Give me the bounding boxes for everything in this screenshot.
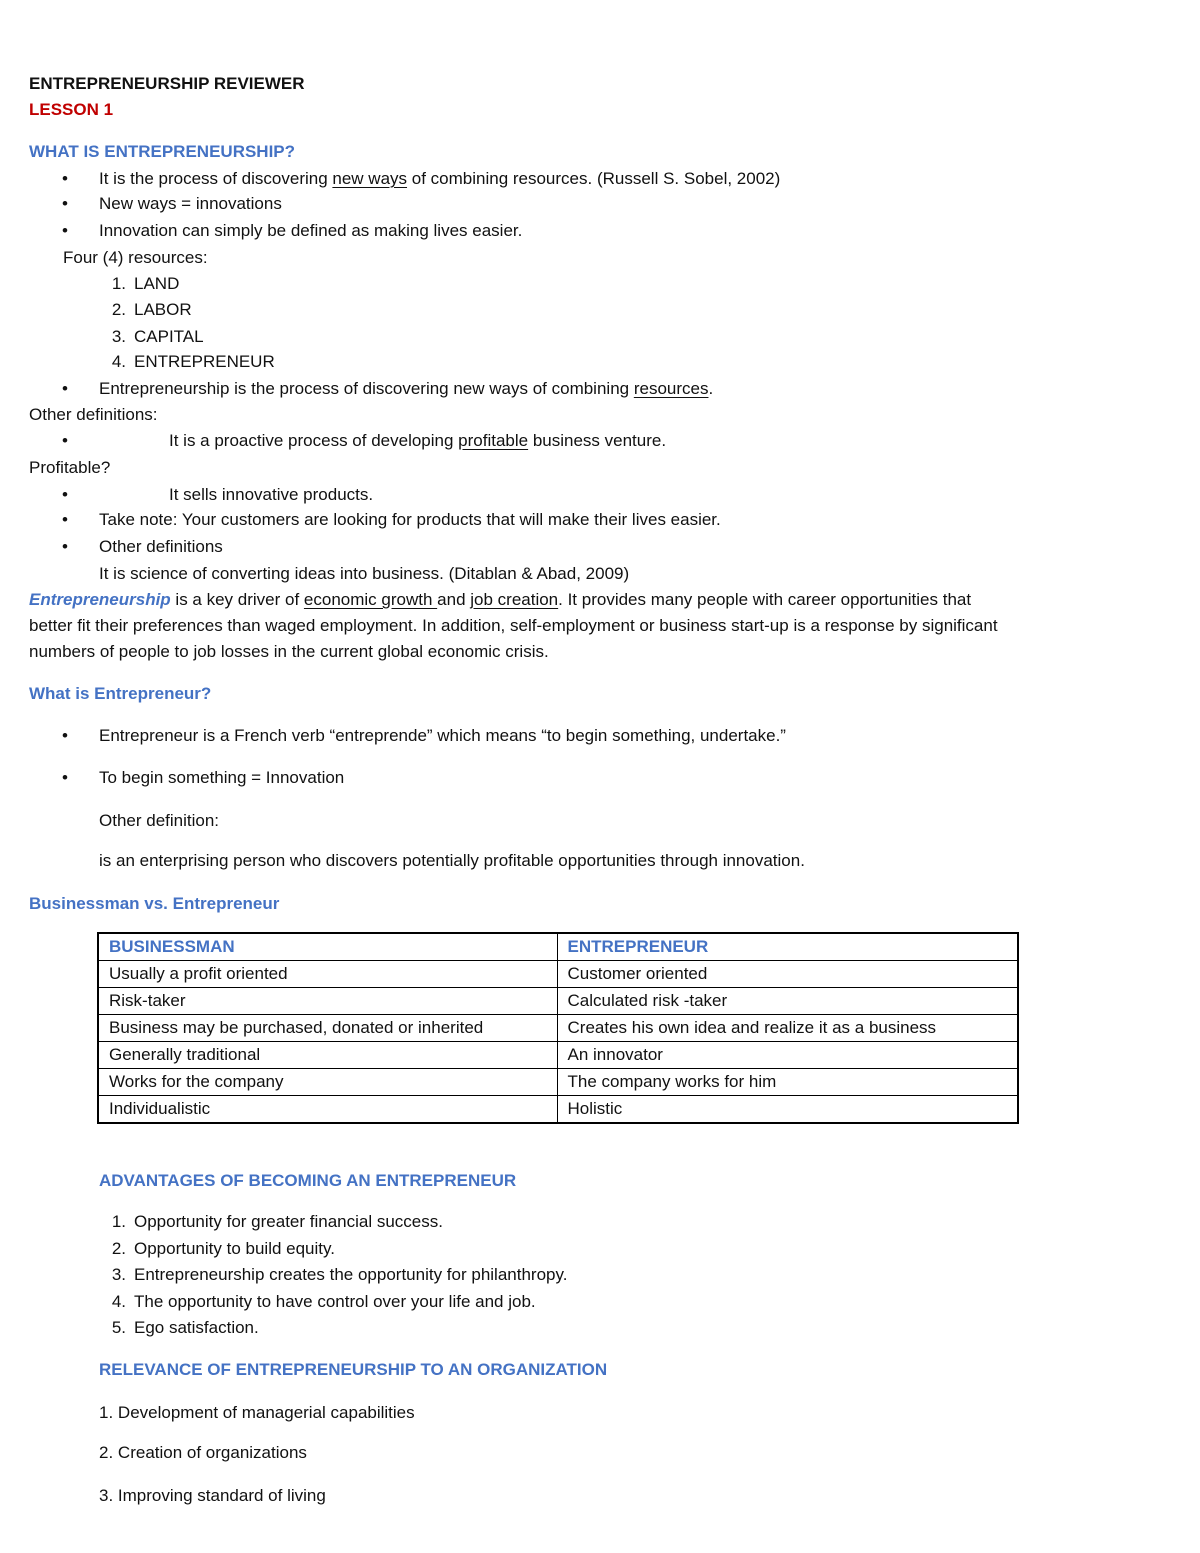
other-definition-label: Other definition: — [99, 811, 220, 830]
list-number: 2. — [99, 1443, 114, 1462]
underlined-text: resources — [633, 379, 709, 398]
table-row — [98, 961, 1018, 988]
profitable-question: Profitable? — [29, 458, 111, 477]
list-item: Opportunity to build equity. — [134, 1239, 335, 1258]
text-run: is a key driver of — [170, 590, 304, 609]
list-item-text: Development of managerial capabilities — [117, 1403, 415, 1422]
list-item-text: Improving standard of living — [117, 1486, 326, 1505]
section-heading-businessman-vs-entrepreneur: Businessman vs. Entrepreneur — [29, 894, 280, 913]
bullet-marker: • — [62, 169, 68, 188]
section-heading-what-is-entrepreneurship: WHAT IS ENTREPRENEURSHIP? — [29, 142, 296, 161]
list-item: Entrepreneurship creates the opportunity for philanthropy. — [134, 1265, 568, 1284]
bullet-text: New ways = innovations — [99, 194, 282, 213]
list-number: 1. — [111, 274, 126, 293]
bullet-marker: • — [62, 537, 68, 556]
table-header-row — [98, 933, 1018, 961]
bullet-text: To begin something = Innovation — [99, 768, 345, 787]
bullet-text: Other definitions — [99, 537, 223, 556]
table-cell: Creates his own idea and realize it as a business — [557, 1015, 1018, 1042]
list-item: LABOR — [134, 300, 192, 319]
text-run: Entrepreneurship is the process of discovering new ways of combining — [99, 379, 634, 398]
table-cell: Generally traditional — [98, 1042, 557, 1069]
table-cell: Individualistic — [98, 1096, 557, 1124]
list-number: 2. — [111, 300, 126, 319]
list-number: 3. — [111, 327, 126, 346]
list-item — [99, 1442, 307, 1464]
table-row — [98, 1069, 1018, 1096]
text-run: business venture. — [528, 431, 667, 450]
entrepreneur-definition: is an enterprising person who discovers potentially profitable opportunities through innovation. — [99, 851, 805, 870]
list-item: LAND — [134, 274, 180, 293]
list-item: ENTREPRENEUR — [134, 352, 275, 371]
emphasis-term: Entrepreneurship — [29, 590, 171, 609]
list-number: 1. — [99, 1403, 114, 1422]
bullet-text: Take note: Your customers are looking for products that will make their lives easier. — [99, 510, 721, 529]
table-row — [98, 1096, 1018, 1124]
list-item — [99, 1402, 415, 1424]
table-row — [98, 1015, 1018, 1042]
list-number: 3. — [111, 1265, 126, 1284]
list-item: The opportunity to have control over your life and job. — [134, 1292, 536, 1311]
paragraph-line: numbers of people to job losses in the current global economic crisis. — [29, 642, 549, 661]
bullet-marker: • — [62, 485, 68, 504]
table-cell: An innovator — [557, 1042, 1018, 1069]
list-number: 4. — [111, 1292, 126, 1311]
list-item-text: Creation of organizations — [117, 1443, 307, 1462]
table-cell: Works for the company — [98, 1069, 557, 1096]
bullet-marker: • — [62, 726, 68, 745]
list-number: 4. — [111, 352, 126, 371]
text-run: of combining resources. (Russell S. Sobel, 2002) — [407, 169, 781, 188]
column-header-businessman: BUSINESSMAN — [98, 933, 557, 961]
list-item: Opportunity for greater financial success. — [134, 1212, 443, 1231]
list-number: 2. — [111, 1239, 126, 1258]
table-cell: Business may be purchased, donated or inherited — [98, 1015, 557, 1042]
table-row — [98, 1042, 1018, 1069]
table-row — [98, 988, 1018, 1015]
list-number: 5. — [111, 1318, 126, 1337]
table-cell: Holistic — [557, 1096, 1018, 1124]
lesson-label: LESSON 1 — [29, 100, 114, 119]
underlined-text: economic growth — [303, 590, 438, 609]
table-cell: Usually a profit oriented — [98, 961, 557, 988]
bullet-marker: • — [62, 194, 68, 213]
table-cell: Customer oriented — [557, 961, 1018, 988]
definition-citation: It is science of converting ideas into business. (Ditablan & Abad, 2009) — [99, 564, 630, 583]
section-heading-advantages: ADVANTAGES OF BECOMING AN ENTREPRENEUR — [99, 1171, 517, 1190]
underlined-text: new ways — [332, 169, 408, 188]
paragraph-line: better fit their preferences than waged employment. In addition, self-employment or business start-up is a response by significant — [29, 616, 998, 635]
table-cell: Risk-taker — [98, 988, 557, 1015]
list-number: 1. — [111, 1212, 126, 1231]
text-run: It is a proactive process of developing — [169, 431, 459, 450]
list-item — [99, 1485, 326, 1507]
bullet-text: It sells innovative products. — [169, 485, 374, 504]
bullet-marker: • — [62, 510, 68, 529]
section-heading-relevance: RELEVANCE OF ENTREPRENEURSHIP TO AN ORGANIZATION — [99, 1360, 608, 1379]
bullet-marker: • — [62, 431, 68, 450]
text-run: . It provides many people with career opportunities that — [558, 590, 972, 609]
text-run: It is the process of discovering — [99, 169, 333, 188]
other-definitions-label: Other definitions: — [29, 405, 158, 424]
list-number: 3. — [99, 1486, 114, 1505]
text-run: and — [437, 590, 471, 609]
text-run: . — [708, 379, 714, 398]
section-heading-what-is-entrepreneur: What is Entrepreneur? — [29, 684, 212, 703]
table-cell: The company works for him — [557, 1069, 1018, 1096]
list-item: Ego satisfaction. — [134, 1318, 259, 1337]
resources-label: Four (4) resources: — [63, 248, 208, 267]
comparison-table — [97, 932, 1019, 1124]
column-header-entrepreneur: ENTREPRENEUR — [557, 933, 1018, 961]
bullet-marker: • — [62, 379, 68, 398]
table-cell: Calculated risk -taker — [557, 988, 1018, 1015]
bullet-marker: • — [62, 221, 68, 240]
bullet-text: Entrepreneur is a French verb “entreprende” which means “to begin something, undertake.” — [99, 726, 786, 745]
bullet-text: Innovation can simply be defined as making lives easier. — [99, 221, 523, 240]
document-title: ENTREPRENEURSHIP REVIEWER — [29, 74, 305, 93]
underlined-text: profitable — [458, 431, 529, 450]
bullet-marker: • — [62, 768, 68, 787]
list-item: CAPITAL — [134, 327, 204, 346]
underlined-text: job creation — [470, 590, 559, 609]
